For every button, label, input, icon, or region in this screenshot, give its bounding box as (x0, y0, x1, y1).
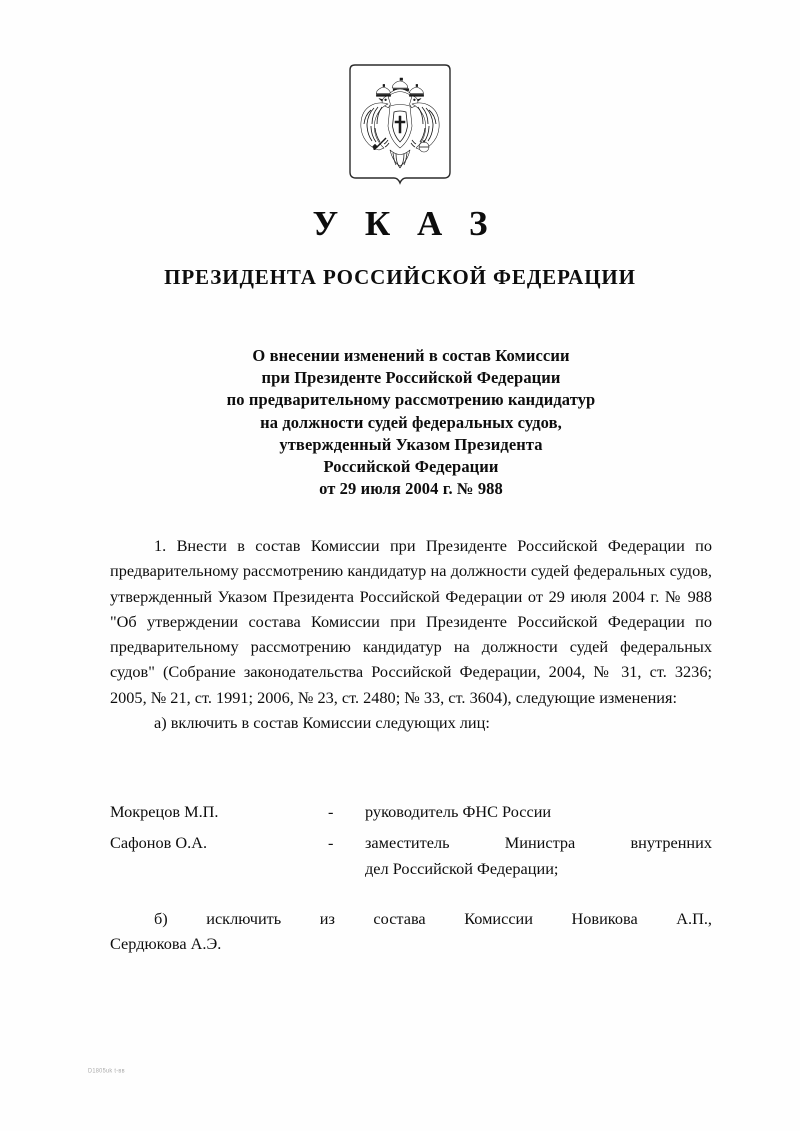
clause-b-line-2: Сердюкова А.Э. (110, 934, 222, 954)
issuer-line: ПРЕЗИДЕНТА РОССИЙСКОЙ ФЕДЕРАЦИИ (164, 265, 636, 289)
title-line-3: по предварительному рассмотрению кандидатур (226, 390, 596, 410)
clause-a-paragraph: а) включить в состав Комиссии следующих лиц: (154, 713, 490, 733)
title-line-7: от 29 июля 2004 г. № 988 (319, 479, 503, 499)
appointee-role-line-1: заместитель Министра внутренних (365, 833, 712, 853)
coat-of-arms-emblem (0, 62, 800, 196)
appointee-role (365, 799, 712, 824)
clause-1-paragraph: 1. Внести в состав Комиссии при Президенте Российской Федерации по предварительному рассмотрению кандидатур на должности судей федеральных судов, утвержденный Указом Президента Российской Федерации от 29 июля 2004 г. № 988 "Об утверждении состава Комиссии при Президенте Российской Федерации по предварительному рассмотрению кандидатур на должности судей федеральных судов" (Собрание законодательства Российской Федерации, 2004, № 31, ст. 3236; 2005, № 21, ст. 1991; 2006, № 23, ст. 2480; № 33, ст. 3604), следующие изменения: (110, 536, 712, 707)
title-line-5: утвержденный Указом Президента (279, 434, 543, 454)
appointee-dash: - (328, 802, 334, 821)
appointee-name: Сафонов О.А. (110, 833, 208, 853)
document-body (110, 533, 712, 735)
title-line-1: О внесении изменений в состав Комиссии (252, 346, 570, 365)
appointee-name: Мокрецов М.П. (110, 802, 219, 821)
title-line-2: при Президенте Российской Федерации (261, 368, 561, 388)
title-line-4: на должности судей федеральных судов, (260, 412, 562, 432)
russian-double-headed-eagle-icon (344, 62, 456, 196)
appointee-row (110, 830, 712, 881)
clause-b-line-1: б) исключить из состава Комиссии Новикова А.П., (154, 909, 712, 928)
appointee-role-line-1: руководитель ФНС России (365, 802, 552, 821)
decree-word: У К А З (312, 204, 497, 243)
appointee-role (365, 830, 712, 881)
document-title-block (110, 345, 712, 500)
title-line-6: Российской Федерации (323, 457, 499, 477)
clause-b-paragraph (110, 906, 712, 957)
appointees-list (110, 799, 712, 887)
footer-document-code: D1805uk t-вв (88, 1068, 125, 1075)
appointee-role-line-2: дел Российской Федерации; (365, 858, 559, 878)
appointee-row (110, 799, 712, 824)
appointee-dash: - (328, 833, 334, 853)
